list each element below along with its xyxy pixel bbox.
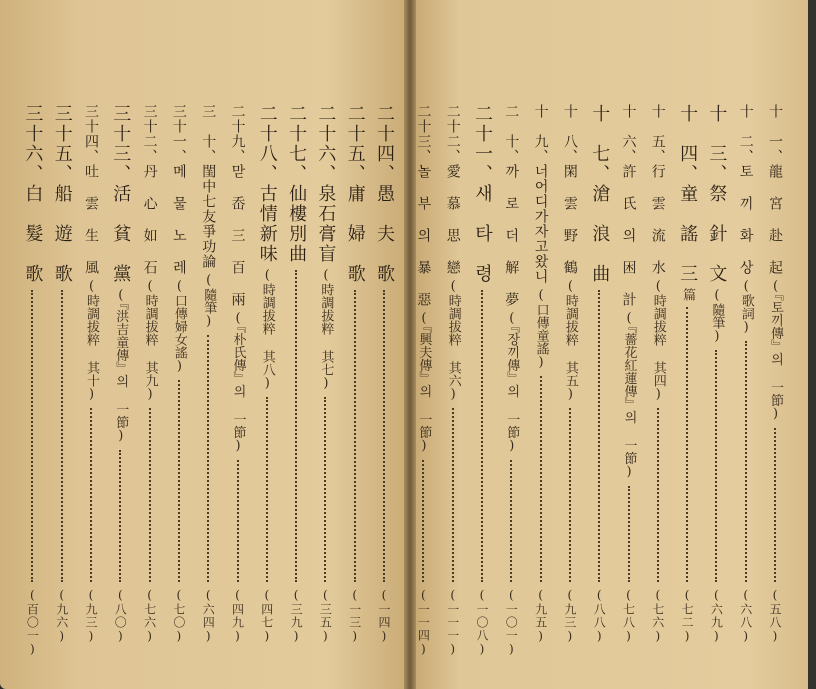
toc-entry-page-number: (一〇一) — [504, 588, 519, 657]
toc-entry-title: 二十一、새 타 령 — [472, 104, 493, 284]
toc-entry-title: 二十七、仙樓別曲 — [286, 104, 308, 264]
toc-entry-page-number: (三五) — [318, 588, 333, 644]
toc-entry-title: 三十四、吐 雲 生 風 — [83, 104, 99, 275]
toc-entry — [196, 104, 220, 329]
toc-entry-source: (時調拔粹 其五) — [562, 279, 578, 402]
toc-entry-title: 三十三、活 貧 黨 — [110, 104, 132, 284]
toc-leader-dots — [774, 428, 778, 583]
toc-entry-title: 二十九、맏 岙 三 百 兩 — [229, 104, 246, 307]
toc-entry-source: (隨筆) — [201, 273, 217, 329]
toc-entry-title: 十 五、行 雲 流 水 — [649, 104, 666, 275]
toc-entry — [167, 104, 191, 374]
toc-entry-title: 二十四、愚 夫 歌 — [374, 104, 395, 284]
toc-leader-dots — [715, 350, 719, 582]
toc-entry-source: (時調拔粹 其九) — [142, 279, 158, 402]
toc-entry-page-number: (一三) — [347, 588, 362, 644]
toc-entry-title: 三 十、閨中七友爭功論 — [200, 104, 217, 269]
toc-entry-title: 三十一、메 물 노 레 — [170, 104, 187, 275]
toc-entry-title: 二 十、까 로 더 解 夢 — [503, 104, 520, 307]
toc-entry-source: (隨筆) — [709, 288, 725, 344]
toc-entry-title: 十 三、祭 針 文 — [706, 104, 728, 284]
toc-entry-page-number: (九三) — [84, 588, 98, 644]
toc-entry-page-number: (九六) — [54, 588, 69, 644]
toc-leader-dots — [657, 408, 661, 582]
toc-entry-title: 十 四、童 謠 三 — [677, 104, 699, 284]
toc-entry-title: 二十三、놀 부 의 暴 惡 — [415, 104, 432, 307]
toc-entry — [587, 104, 611, 284]
toc-entry-source: (『朴氏傳』의 一節) — [230, 311, 246, 454]
toc-leader-dots — [354, 290, 358, 582]
toc-entry-page-number: (七〇) — [171, 588, 186, 644]
toc-entry-page-number: (七八) — [621, 588, 636, 644]
toc-leader-dots — [383, 290, 387, 582]
toc-entry — [20, 104, 44, 284]
toc-leader-dots — [61, 290, 65, 582]
toc-entry-page-number: (九五) — [533, 588, 548, 644]
toc-entry-page-number: (五八) — [768, 588, 782, 644]
toc-leader-dots — [295, 270, 299, 582]
toc-entry — [558, 104, 582, 402]
toc-leader-dots — [422, 460, 426, 583]
toc-leader-dots — [598, 290, 602, 582]
toc-leader-dots — [481, 290, 485, 582]
toc-entry-source: (口傳婦女謠) — [171, 279, 187, 374]
toc-entry-title: 十 一、龍 宮 赴 起 — [767, 104, 783, 275]
toc-entry-source: (時調拔粹 其七) — [318, 268, 334, 391]
toc-entry-title: 三十五、船 遊 歌 — [51, 104, 73, 284]
toc-entry-page-number: (六四) — [201, 588, 216, 644]
toc-leader-dots — [628, 486, 632, 583]
toc-entry-page-number: (一四) — [377, 588, 391, 644]
toc-entry-page-number: (六九) — [709, 588, 724, 644]
toc-leader-dots — [149, 408, 153, 582]
toc-entry-title: 十 九、너어디가자고왔니 — [532, 104, 549, 284]
toc-leader-dots — [324, 397, 328, 582]
toc-entry — [255, 104, 279, 391]
toc-entry-title: 三十二、丹 心 如 石 — [141, 104, 158, 275]
toc-entry — [372, 104, 396, 284]
toc-entry — [138, 104, 162, 402]
toc-entry-source: 篇 — [680, 288, 696, 301]
toc-entry — [763, 104, 787, 422]
toc-entry-page-number: (八〇) — [113, 588, 128, 644]
toc-entry-page-number: (七六) — [142, 588, 157, 644]
toc-entry — [499, 104, 523, 454]
toc-entry-source: (『장끼傳』의 一節) — [504, 311, 520, 454]
toc-entry — [470, 104, 494, 284]
toc-entry-title: 十 七、滄 浪 曲 — [589, 104, 611, 284]
toc-entry-title: 二十六、泉石膏盲 — [315, 104, 337, 264]
toc-entry-source: (時調拔粹 其八) — [259, 268, 275, 391]
toc-leader-dots — [266, 397, 270, 582]
toc-entry-page-number: (四九) — [230, 588, 245, 644]
toc-leader-dots — [90, 408, 94, 582]
toc-entry-source: (『興夫傳』의 一節) — [416, 311, 432, 454]
toc-entry-page-number: (一一四) — [416, 588, 431, 657]
toc-entry — [226, 104, 250, 454]
toc-entry — [79, 104, 103, 402]
toc-entry-page-number: (七二) — [680, 588, 695, 644]
toc-entry-source: (歌詞) — [738, 279, 754, 335]
toc-entry-source: (『薔花紅蓮傳』의 一節) — [621, 311, 637, 480]
toc-entry-page-number: (八八) — [592, 588, 607, 644]
toc-entry-page-number: (六八) — [738, 588, 753, 644]
toc-leader-dots — [207, 335, 211, 582]
toc-leader-dots — [237, 460, 241, 583]
toc-entry — [646, 104, 670, 402]
toc-entry-title: 十 二、토 끼 화 상 — [737, 104, 754, 275]
toc-entry — [704, 104, 728, 344]
toc-entry-source: (時調拔粹 其六) — [445, 279, 461, 402]
toc-entry — [313, 104, 337, 391]
toc-entry — [529, 104, 553, 370]
toc-leader-dots — [569, 408, 573, 582]
toc-leader-dots — [31, 290, 35, 582]
toc-leader-dots — [686, 307, 690, 582]
toc-entry — [343, 104, 367, 284]
toc-entry-title: 十 六、許 氏 의 困 計 — [620, 104, 637, 307]
toc-entry-title: 二十二、愛 慕 思 戀 — [444, 104, 461, 275]
toc-entry-title: 二十五、庸 婦 歌 — [344, 104, 366, 284]
toc-entry-source: (『토끼傳』의 一節) — [768, 279, 783, 422]
toc-entry-page-number: (百〇一) — [25, 588, 40, 657]
toc-entry-source: (時調拔粹 其四) — [650, 279, 666, 402]
toc-entry-title: 三十六、白 髮 歌 — [22, 104, 44, 284]
toc-entry-title: 二十八、古情新味 — [256, 104, 278, 264]
toc-entry — [617, 104, 641, 480]
toc-entry-source: (口傳童謠) — [533, 288, 549, 370]
book-cover-edge — [808, 0, 816, 689]
toc-entry — [441, 104, 465, 402]
toc-entry — [734, 104, 758, 335]
toc-entry — [108, 104, 132, 444]
toc-entry-page-number: (一一一) — [445, 588, 460, 657]
toc-entry-source: (時調拔粹 其十) — [84, 279, 99, 402]
toc-entry — [284, 104, 308, 264]
toc-entry-page-number: (一〇八) — [475, 588, 489, 657]
toc-entry — [50, 104, 74, 284]
toc-entry-page-number: (七六) — [650, 588, 665, 644]
toc-entry-source: (『洪吉童傳』의 一節) — [113, 288, 129, 444]
toc-entry-page-number: (九三) — [562, 588, 577, 644]
toc-leader-dots — [745, 341, 749, 582]
toc-entry-page-number: (三九) — [289, 588, 304, 644]
toc-leader-dots — [452, 408, 456, 582]
toc-leader-dots — [119, 450, 123, 583]
toc-leader-dots — [178, 380, 182, 582]
toc-entry-title: 十 八、閑 雲 野 鶴 — [561, 104, 578, 275]
toc-leader-dots — [510, 460, 514, 583]
toc-leader-dots — [540, 376, 544, 582]
toc-entry-page-number: (四七) — [259, 588, 274, 644]
toc-entry — [411, 104, 435, 454]
toc-entry — [675, 104, 699, 301]
